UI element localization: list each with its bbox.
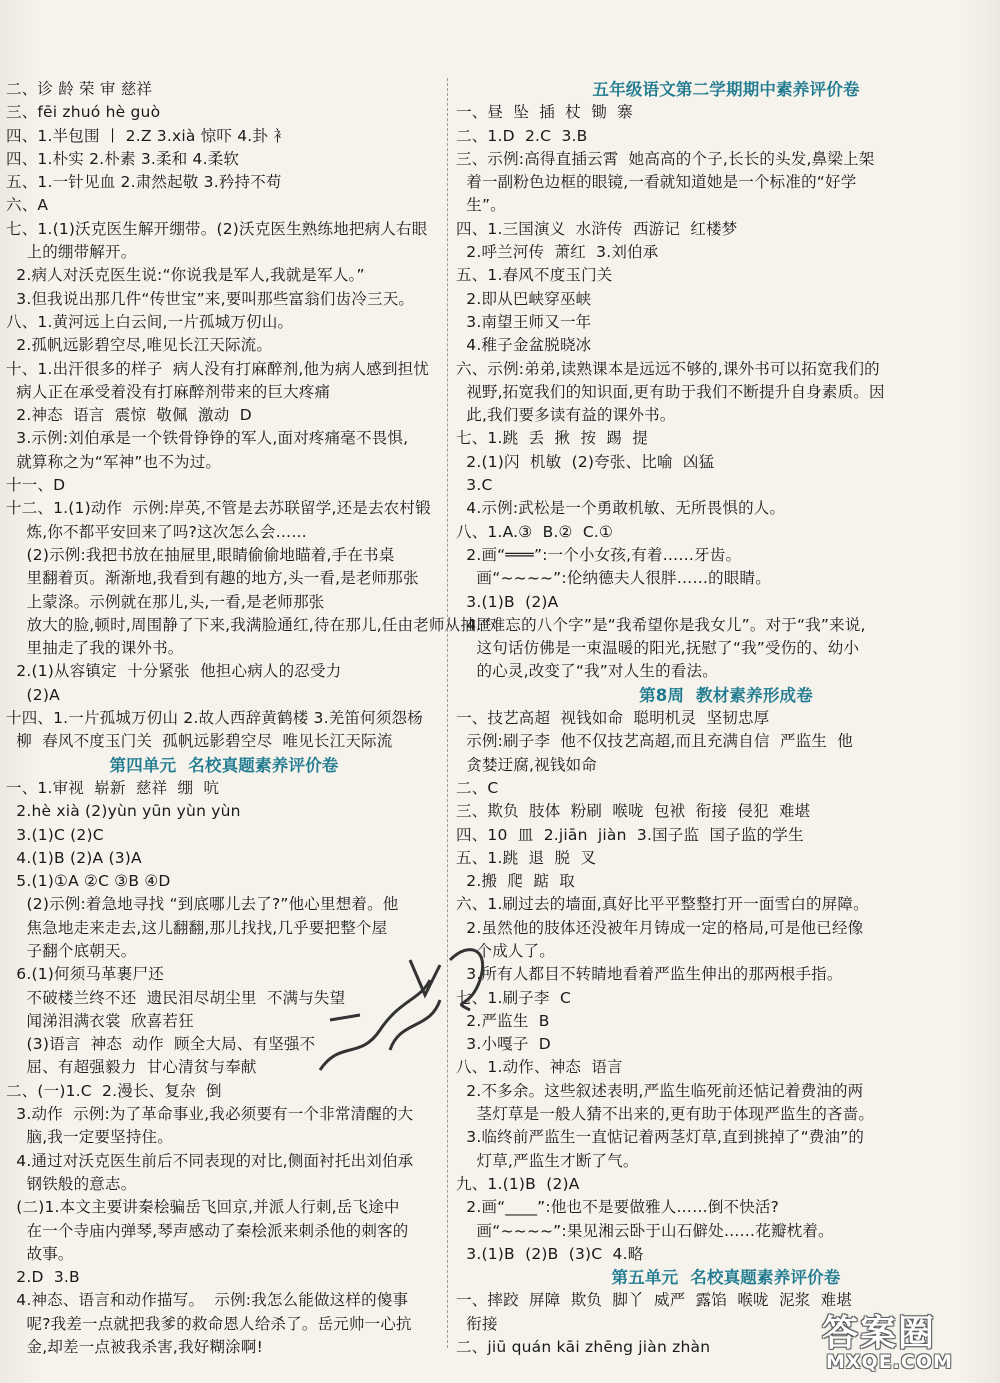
left-answer-line: 5.(1)①A ②C ③B ④D [6, 872, 171, 891]
right-answer-line: 五、1.春风不度玉门关 [456, 266, 613, 285]
right-answer-line: 四、1.三国演义 水浒传 西游记 红楼梦 [456, 219, 738, 238]
left-answer-line: 脑,我一定要坚持住。 [6, 1128, 173, 1147]
right-answer-line: 二、1.D 2.C 3.B [456, 126, 588, 145]
right-answer-line: 九、1.(1)B (2)A [456, 1174, 580, 1193]
left-answer-line: 焦急地走来走去,这儿翻翻,那儿找找,几乎要把整个屋 [6, 918, 388, 937]
left-answer-line: 呢?我差一点就把我爹的救命恩人给杀了。岳元帅一心抗 [6, 1314, 412, 1333]
right-section-heading: 第8周 教材素养形成卷 [639, 685, 813, 705]
left-answer-line: 4.通过对沃克医生前后不同表现的对比,侧面衬托出刘伯承 [6, 1151, 414, 1170]
left-answer-line: 金,却差一点被我杀害,我好糊涂啊! [6, 1338, 263, 1357]
right-answer-line: 六、1.刷过去的墙面,真好比平平整整打开一面雪白的屏障。 [456, 895, 869, 914]
left-answer-line: 里抽走了我的课外书。 [6, 639, 184, 658]
right-answer-line: 3.C [456, 476, 493, 495]
right-answer-line: 一、昼 坠 插 杖 锄 寨 [456, 103, 633, 122]
left-answer-line: 二、诊 龄 荣 审 慈祥 [6, 80, 153, 98]
right-answer-line: 3.南望王师又一年 [456, 312, 592, 331]
left-answer-line: 2.(1)从容镇定 十分紧张 他担心病人的忍受力 [6, 662, 342, 681]
left-answer-line: 四、1.朴实 2.朴素 3.柔和 4.柔软 [6, 149, 240, 168]
right-answer-line: 2.画“═══”:一个小女孩,有着……牙齿。 [456, 545, 742, 564]
left-answer-line: 十一、D [6, 476, 66, 495]
left-answer-line: 就算称之为“军神”也不为过。 [6, 452, 222, 471]
left-answer-line: 病人正在承受着没有打麻醉剂带来的巨大疼痛 [6, 382, 331, 401]
right-answer-line: 八、1.动作、神态 语言 [456, 1058, 623, 1077]
left-answer-line: 4.(1)B (2)A (3)A [6, 848, 142, 867]
left-answer-line: (二)1.本文主要讲秦桧骗岳飞回京,并派人行刺,岳飞途中 [6, 1198, 400, 1217]
right-answer-line: 这句话仿佛是一束温暖的阳光,抚慰了“我”受伤的、幼小 [456, 639, 860, 658]
right-answer-line: 生”。 [456, 196, 506, 215]
site-watermark [812, 1305, 992, 1377]
right-answer-line: 一、摔跤 屏障 欺负 脚丫 威严 露馅 喉咙 泥浆 难堪 [456, 1291, 853, 1310]
left-answer-line: 4.神态、语言和动作描写。 示例:我怎么能做这样的傻事 [6, 1291, 409, 1310]
left-answer-line: (2)示例:我把书放在抽屉里,眼睛偷偷地瞄着,手在书桌 [6, 545, 395, 564]
left-answer-line: 里翻着页。渐渐地,我看到有趣的地方,头一看,是老师那张 [6, 569, 419, 588]
left-answer-line: 故事。 [6, 1244, 74, 1263]
right-answer-line: 七、1.跳 丢 揪 按 踢 提 [456, 429, 649, 448]
right-answer-line: 2.即从巴峡穿巫峡 [456, 289, 592, 308]
left-answer-line: 七、1.(1)沃克医生解开绷带。(2)沃克医生熟练地把病人右眼 [6, 219, 428, 238]
right-answer-line: 2.不多余。这些叙述表明,严监生临死前还惦记着费油的两 [456, 1081, 864, 1100]
right-answer-line: 2.(1)闪 机敏 (2)夸张、比喻 凶猛 [456, 452, 715, 471]
right-answer-line: 八、1.A.③ B.② C.① [456, 522, 614, 541]
right-answer-line: 画“~~~~”:伦纳德夫人很胖……的眼睛。 [456, 569, 771, 588]
right-answer-line: 六、示例:弟弟,读熟课本是远远不够的,课外书可以拓宽我们的 [456, 359, 880, 378]
right-answer-line: 2.严监生 B [456, 1011, 550, 1030]
right-answer-line: 贪婪迂腐,视钱如命 [456, 755, 597, 774]
left-answer-line: 2.D 3.B [6, 1268, 80, 1287]
right-answer-line: 二、jiū quán kāi zhēng jiàn zhàn [456, 1338, 711, 1357]
right-answer-line: 七、1.刷子李 C [456, 988, 571, 1007]
left-answer-line: 上的绷带解开。 [6, 243, 137, 262]
right-answer-line: 2.虽然他的肢体还没被年月铸成一定的格局,可是他已经像 [456, 918, 864, 937]
right-section-heading: 五年级语文第二学期期中素养评价卷 [592, 80, 860, 99]
left-answer-line: 2.病人对沃克医生说:“你说我是军人,我就是军人。” [6, 266, 365, 285]
handwritten-scribble [300, 920, 530, 1090]
left-answer-line: 3.动作 示例:为了革命事业,我必须要有一个非常清醒的大 [6, 1105, 414, 1124]
left-answer-line: 放大的脸,顿时,周围静了下来,我满脸通红,待在那儿,任由老师从抽屉 [6, 615, 492, 634]
right-answer-line: 四、10 皿 2.jiān jiàn 3.国子监 国子监的学生 [456, 825, 804, 844]
right-answer-line: 衔接 [456, 1314, 498, 1333]
right-answer-line: 个成人了。 [456, 941, 556, 960]
right-answer-line: 灯草,严监生才断了气。 [456, 1151, 639, 1170]
left-answer-line: 上蒙涤。示例就在那儿,头,一看,是老师那张 [6, 592, 325, 611]
right-answer-line: 3.(1)B (2)B (3)C 4.略 [456, 1244, 644, 1263]
right-answer-column [456, 78, 996, 1359]
left-answer-line: (2)示例:着急地寻找 “到底哪儿去了?”他心里想着。他 [6, 895, 399, 914]
right-answer-line: 五、1.跳 退 脱 叉 [456, 848, 597, 867]
left-answer-line: 闻涕泪满衣裳 欣喜若狂 [6, 1011, 194, 1030]
right-answer-line: 2.呼兰河传 萧红 3.刘伯承 [456, 243, 659, 262]
left-answer-line: 2.孤帆远影碧空尽,唯见长江天际流。 [6, 336, 273, 355]
right-answer-line: 3.临终前严监生一直惦记着两茎灯草,直到挑掉了“费油”的 [456, 1128, 865, 1147]
right-answer-line: 此,我们要多读有益的课外书。 [456, 406, 676, 425]
left-answer-line: 柳 春风不度玉门关 孤帆远影碧空尽 唯见长江天际流 [6, 732, 393, 751]
column-divider [447, 78, 448, 1348]
left-answer-line: 十、1.出汗很多的样子 病人没有打麻醉剂,他为病人感到担忧 [6, 359, 430, 378]
left-answer-line: 四、1.半包围 丨 2.Z 3.xià 惊吓 4.卦 衤 [6, 126, 289, 145]
left-answer-line: 六、A [6, 196, 49, 215]
left-answer-line: 十二、1.(1)动作 示例:岸英,不管是去苏联留学,还是去农村锻 [6, 499, 431, 518]
left-answer-line: 2.神态 语言 震惊 敬佩 激动 D [6, 406, 252, 425]
right-answer-line: 茎灯草是一般人猜不出来的,更有助于体现严监生的吝啬。 [456, 1105, 875, 1124]
right-answer-line: 视野,拓宽我们的知识面,更有助于我们不断提升自身素质。因 [456, 382, 885, 401]
left-answer-line: 十四、1.一片孤城万仞山 2.故人西辞黄鹤楼 3.羌笛何须怨杨 [6, 709, 423, 728]
left-answer-line: 五、1.一针见血 2.肃然起敬 3.矜持不苟 [6, 173, 282, 192]
right-answer-line: 着一副粉色边框的眼镜,一看就知道她是一个标准的“好学 [456, 173, 857, 192]
left-answer-line: 一、1.审视 崭新 慈祥 绷 吭 [6, 778, 220, 797]
right-answer-line: 4.“难忘的八个字”是“我希望你是我女儿”。对于“我”来说, [456, 615, 866, 634]
right-answer-line: 4.稚子金盆脱晓冰 [456, 336, 592, 355]
right-answer-line: 3.(1)B (2)A [456, 592, 559, 611]
left-answer-line: 2.hè xià (2)yùn yūn yùn yùn [6, 802, 241, 821]
right-answer-line: 3.小嘎子 D [456, 1035, 551, 1054]
right-answer-line: 二、C [456, 778, 499, 797]
right-answer-line: 2.搬 爬 踮 取 [456, 872, 576, 891]
right-answer-line: 4.示例:武松是一个勇敢机敏、无所畏惧的人。 [456, 499, 786, 518]
left-answer-line: (2)A [6, 685, 60, 704]
watermark-url: MXQE.COM [826, 1351, 953, 1373]
right-answer-line: 示例:刷子李 他不仅技艺高超,而且充满自信 严监生 他 [456, 732, 853, 751]
right-answer-line: 3.所有人都目不转睛地看着严监生伸出的那两根手指。 [456, 965, 843, 984]
left-answer-line: 6.(1)何须马革裹尸还 [6, 965, 164, 984]
left-answer-line: (3)语言 神态 动作 顾全大局、有坚强不 [6, 1035, 316, 1054]
left-answer-line: 不破楼兰终不还 遗民泪尽胡尘里 不满与失望 [6, 988, 346, 1007]
left-answer-line: 二、(一)1.C 2.漫长、复杂 倒 [6, 1081, 222, 1100]
left-answer-line: 屈、有超强毅力 甘心清贫与奉献 [6, 1058, 257, 1077]
right-answer-line: 的心灵,改变了“我”对人生的看法。 [456, 662, 718, 681]
left-answer-line: 子翻个底朝天。 [6, 941, 137, 960]
right-section-heading: 第五单元 名校真题素养评价卷 [611, 1268, 841, 1288]
left-answer-line: 八、1.黄河远上白云间,一片孤城万仞山。 [6, 312, 294, 331]
left-answer-line: 钢铁般的意志。 [6, 1174, 137, 1193]
right-answer-line: 2.画“____”:他也不是要做雅人……倒不快活? [456, 1198, 780, 1217]
left-answer-line: 3.(1)C (2)C [6, 825, 104, 844]
left-answer-line: 炼,你不都平安回来了吗?这次怎么会…… [6, 522, 307, 541]
left-answer-line: 3.示例:刘伯承是一个铁骨铮铮的军人,面对疼痛毫不畏惧, [6, 429, 409, 448]
left-answer-line: 在一个寺庙内弹琴,琴声感动了秦桧派来刺杀他的刺客的 [6, 1221, 409, 1240]
left-answer-line: 3.但我说出那几件“传世宝”来,要叫那些富翁们齿冷三天。 [6, 289, 415, 308]
right-answer-line: 一、技艺高超 视钱如命 聪明机灵 坚韧忠厚 [456, 709, 770, 728]
right-answer-line: 三、欺负 肢体 粉刷 喉咙 包袱 衔接 侵犯 难堪 [456, 802, 811, 821]
left-section-heading: 第四单元 名校真题素养评价卷 [109, 755, 339, 775]
watermark-logo-text: 答案圈 [822, 1313, 937, 1354]
right-answer-line: 三、示例:高得直插云霄 她高高的个子,长长的头发,鼻梁上架 [456, 149, 875, 168]
right-answer-line: 画“~~~~”:果见湘云卧于山石僻处……花瓣枕着。 [456, 1221, 834, 1240]
left-answer-line: 三、fēi zhuó hè guò [6, 103, 161, 122]
